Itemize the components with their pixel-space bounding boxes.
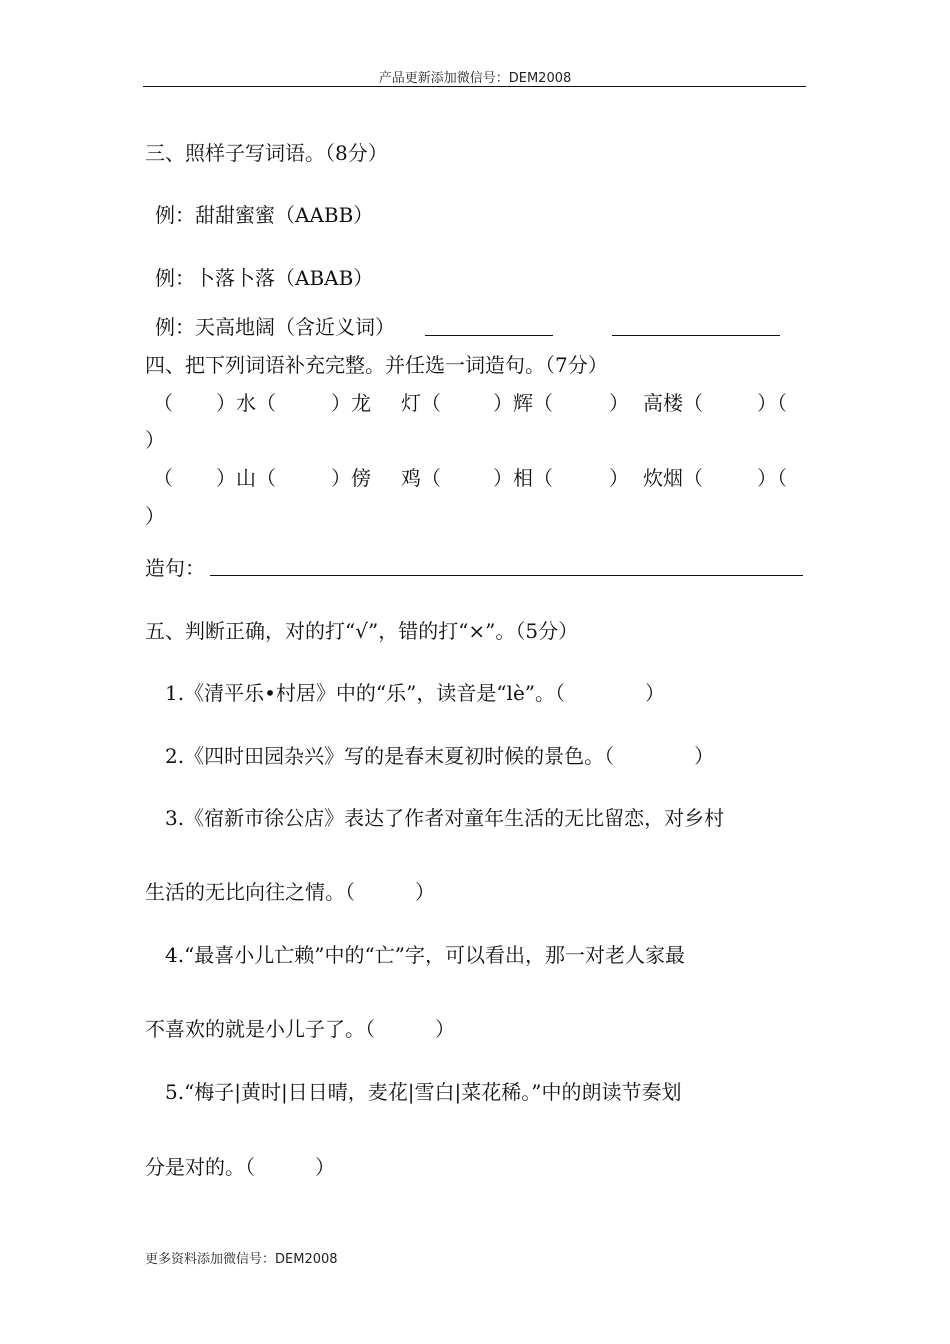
fill-cell: （ (153, 391, 173, 415)
section4-title: 四、把下列词语补充完整。并任选一词造句。（7分） (145, 353, 608, 377)
fill-cell: ）傍 (331, 466, 371, 490)
fill-cell: 鸡（ (401, 466, 441, 490)
judge-item-2: 2.《四时田园杂兴》写的是春末夏初时候的景色。（ ） (165, 744, 715, 768)
fill-cell: 高楼（ (643, 391, 703, 415)
answer-blank-1[interactable] (425, 335, 553, 336)
fill-cell: ）相（ (493, 466, 553, 490)
judge-item-5-cont: 分是对的。（ ） (145, 1155, 335, 1179)
fill-cell: （ (153, 466, 173, 490)
answer-blank-2[interactable] (612, 335, 780, 336)
judge-item-3: 3.《宿新市徐公店》表达了作者对童年生活的无比留恋，对乡村 (165, 806, 725, 830)
fill-cell: ）（ (757, 466, 787, 490)
section5-title: 五、判断正确，对的打“√”，错的打“×”。（5分） (145, 619, 579, 643)
fill-cell: 炊烟（ (643, 466, 703, 490)
section3-title: 三、照样子写词语。（8分） (145, 141, 388, 165)
judge-item-4-cont: 不喜欢的就是小儿子了。（ ） (145, 1017, 455, 1041)
fill-cell: ）辉（ (493, 391, 553, 415)
section3-example-2: 例：卜落卜落（ABAB） (155, 266, 374, 290)
section3-example-3: 例：天高地阔（含近义词） (155, 315, 395, 339)
judge-item-1: 1.《清平乐•村居》中的“乐”，读音是“lè”。（ ） (165, 681, 666, 705)
fill-cell: ） (609, 466, 629, 490)
fill-cell: ）山（ (216, 466, 276, 490)
sentence-answer-line[interactable] (210, 575, 803, 576)
fill-cell: ）水（ (216, 391, 276, 415)
section3-example-1: 例：甜甜蜜蜜（AABB） (155, 203, 374, 227)
sentence-label: 造句： (145, 556, 205, 580)
fill-cell: ） (145, 428, 165, 452)
judge-item-5: 5.“梅子|黄时|日日晴，麦花|雪白|菜花稀。”中的朗读节奏划 (165, 1080, 682, 1104)
header-text: 产品更新添加微信号：DEM2008 (378, 71, 572, 86)
fill-cell: ） (145, 504, 165, 528)
judge-item-4: 4.“最喜小儿亡赖”中的“亡”字，可以看出，那一对老人家最 (165, 943, 685, 967)
fill-cell: 灯（ (401, 391, 441, 415)
header-rule (143, 86, 806, 87)
fill-cell: ）（ (757, 391, 787, 415)
fill-cell: ） (609, 391, 629, 415)
judge-item-3-cont: 生活的无比向往之情。（ ） (145, 880, 435, 904)
footer-text: 更多资料添加微信号：DEM2008 (145, 1252, 338, 1267)
fill-cell: ）龙 (331, 391, 371, 415)
